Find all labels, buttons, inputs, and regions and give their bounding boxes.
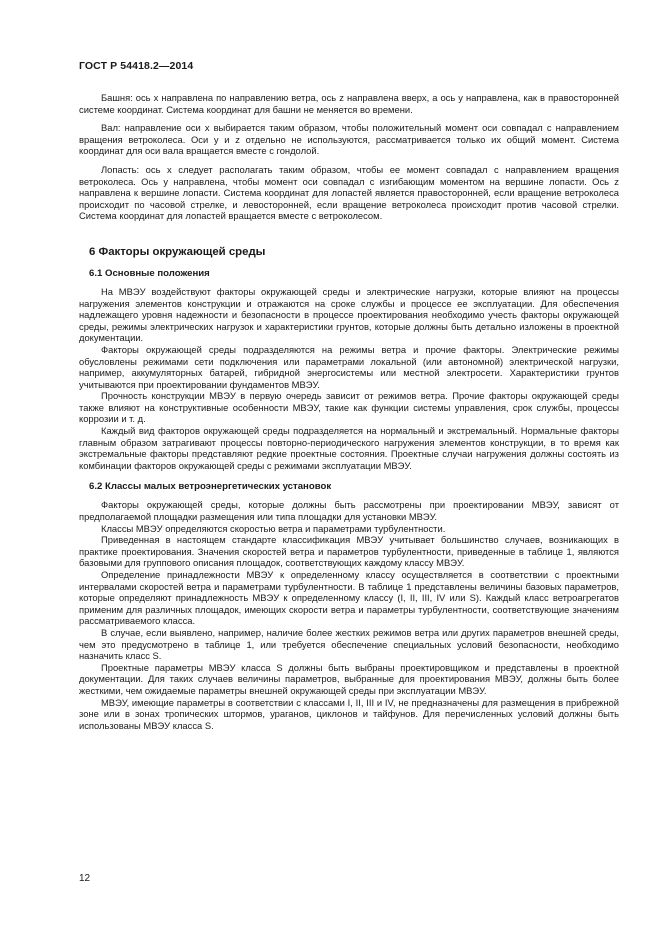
paragraph-blade: Лопасть: ось x следует располагать таким образом, чтобы ее момент совпадал с направлением вращения ветроколеса. Ось y направлена, чтобы момент оси совпадал с изгибающим моментом на вершине лопасти. Ось z направлена к вершине лопасти. Система координат для лопастей является правосторонней, если вращение ветроколеса происходит по часовой стрелке, и левосторонней, если вращение ветроколеса происходит против часовой стрелки. Система координат для лопастей вращается вместе с ветроколесом. bbox=[79, 163, 619, 222]
paragraph-shaft: Вал: направление оси x выбирается таким образом, чтобы положительный момент оси совпадал с направлением вращения ветроколеса. Оси y и z отдельно не используются, рассматривается только их общий момент. Система координат для оси вала вращается вместе с гондолой. bbox=[79, 122, 619, 157]
subsection-heading-6-1: 6.1 Основные положения bbox=[89, 267, 210, 279]
page-number: 12 bbox=[79, 873, 91, 884]
paragraph: Прочность конструкции МВЭУ в первую очередь зависит от режимов ветра. Прочие факторы окружающей среды также влияют на конструктивные особенности МВЭУ, такие как функции системы управления, срок службы, процессы коррозии и т. д. bbox=[79, 390, 619, 425]
paragraph: Каждый вид факторов окружающей среды подразделяется на нормальный и экстремальный. Нормальные факторы главным образом затрагивают процессы повторно-периодического нагружения элементов конструкции, в то время как экстремальные факторы представляют редкие проектные состояния. Проектные случаи нагружения должны состоять из комбинации факторов окружающей среды с режимами эксплуатации МВЭУ. bbox=[79, 425, 619, 471]
subsection-heading-6-2: 6.2 Классы малых ветроэнергетических установок bbox=[89, 481, 332, 493]
section-heading-6: 6 Факторы окружающей среды bbox=[89, 245, 266, 258]
paragraph-tower: Башня: ось x направлена по направлению ветра, ось z направлена вверх, а ось y направлена, как в правосторонней системе координат. Система координат для башни не меняется во времени. bbox=[79, 92, 619, 115]
page-content bbox=[79, 92, 619, 731]
paragraph: Определение принадлежности МВЭУ к определенному классу осуществляется в соответствии с проектными интервалами скоростей ветра и параметрами турбулентности. В таблице 1 представлены величины базовых параметров, которые определяют принадлежность МВЭУ к определенному классу (I, II, III, IV или S). Каждый класс ветроагрегатов применим для различных площадок, имеющих скорости ветра и параметры турбулентности, соответствующие значениям рассматриваемого класса. bbox=[79, 569, 619, 627]
paragraph: На МВЭУ воздействуют факторы окружающей среды и электрические нагрузки, которые влияют на процессы нагружения элементов конструкции и отражаются на сроке службы и процессе ее эксплуатации. Для обеспечения надлежащего уровня надежности и безопасности в процессе проектирования необходимо учесть факторы окружающей среды, режимы электрических нагрузок и характеристики грунтов, которые должны быть детально изложены в проектной документации. bbox=[79, 285, 619, 344]
paragraph: Проектные параметры МВЭУ класса S должны быть выбраны проектировщиком и представлены в проектной документации. Для таких случаев величины параметров, выбранные для проектирования МВЭУ, должны быть более жесткими, чем ожидаемые параметры внешней окружающей среды при эксплуатации МВЭУ. bbox=[79, 661, 619, 696]
paragraph: Факторы окружающей среды подразделяются на режимы ветра и прочие факторы. Электрические режимы обусловлены режимами сети подключения или параметрами локальной (или автономной) электрической нагрузки, например, аккумуляторных батарей, гибридной энергосистемы или местной электросети. Характеристики грунтов учитываются при проектировании фундаментов МВЭУ. bbox=[79, 343, 619, 390]
paragraph: МВЭУ, имеющие параметры в соответствии с классами I, II, III и IV, не предназначены для размещения в прибрежной зоне или в зонах тропических штормов, ураганов, циклонов и тайфунов. Для перечисленных условий должны быть использованы МВЭУ класса S. bbox=[79, 696, 619, 731]
paragraph: В случае, если выявлено, например, наличие более жестких режимов ветра или других параметров внешней среды, чем это предусмотрено в таблице 1, или требуется обеспечение специальных условий безопасности, необходимо назначить класс S. bbox=[79, 626, 619, 662]
paragraph: Приведенная в настоящем стандарте классификация МВЭУ учитывает большинство случаев, возникающих в практике проектирования. Значения скоростей ветра и параметров турбулентности, приведенные в таблице 1, являются базовыми для группового описания площадок, соответствующих каждому классу МВЭУ. bbox=[79, 534, 619, 569]
paragraph: Факторы окружающей среды, которые должны быть рассмотрены при проектировании МВЭУ, зависят от предполагаемой площадки размещения или типа площадки для установки МВЭУ. bbox=[79, 499, 619, 523]
paragraph: Классы МВЭУ определяются скоростью ветра и параметрами турбулентности. bbox=[101, 522, 446, 534]
document-header: ГОСТ Р 54418.2—2014 bbox=[79, 60, 194, 72]
